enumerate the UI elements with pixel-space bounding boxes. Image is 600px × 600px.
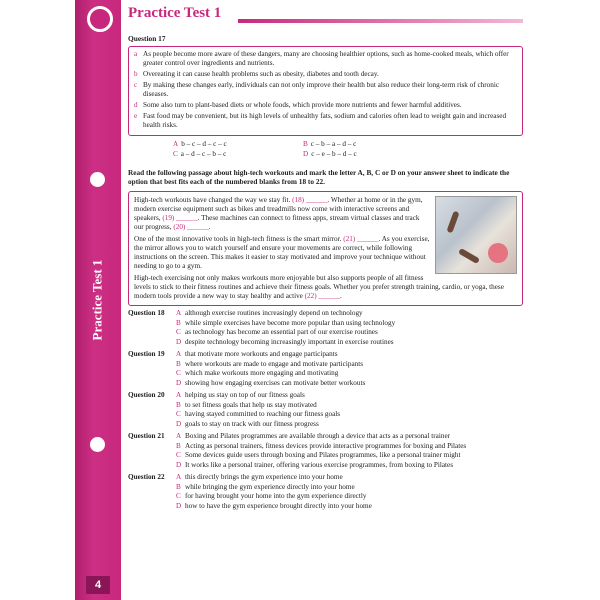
- page-content: [128, 34, 523, 511]
- q17-choice-B[interactable]: B c – b – a – d – c: [303, 140, 357, 148]
- question-22: [128, 473, 523, 511]
- question-label: Question 19: [128, 350, 165, 358]
- blank-19: (19) ______: [162, 214, 198, 222]
- answer-option-C[interactable]: C for having brought your home into the gym experience directly: [176, 492, 367, 500]
- answer-option-D[interactable]: D goals to stay on track with our fitness progress: [176, 419, 319, 428]
- question-17-heading: Question 17: [128, 34, 166, 43]
- header-circle-icon: [87, 6, 113, 32]
- question-17-box: [128, 46, 523, 136]
- blank-22: (22) ______: [304, 292, 340, 300]
- passage-instruction: Read the following passage about high-tech workouts and mark the letter A, B, C or D on your answer sheet to indicate the option that best fits each of the numbered blanks from 18 to 22.: [128, 168, 510, 186]
- item-letter: b: [134, 70, 138, 78]
- item-text: Overeating it can cause health problems such as obesity, diabetes and tooth decay.: [143, 70, 379, 78]
- answer-option-D[interactable]: D how to have the gym experience brought directly into your home: [176, 501, 372, 510]
- q17-item-e: [134, 112, 517, 130]
- answer-option-C[interactable]: C as technology has become an essential part of our exercise routines: [176, 328, 378, 336]
- answer-option-B[interactable]: B Acting as personal trainers, fitness devices provide interactive programmes for boxing and Pilates: [176, 441, 467, 450]
- passage-paragraph: One of the most innovative tools in high-tech fitness is the smart mirror. (21) ______. As you exercise, the mirror allows you to watch yourself and ensure your movements are correct, while following instructions on the screen. This makes it easier to stay motivated and improve your technique without needing to go to a gym.: [134, 235, 430, 270]
- q17-choice-D[interactable]: D c – e – b – d – c: [303, 150, 357, 158]
- answer-option-B[interactable]: B where workouts are made to engage and motivate participants: [176, 359, 364, 368]
- question-label: Question 18: [128, 309, 165, 317]
- answer-option-D[interactable]: D It works like a personal trainer, offering various exercise programmes, from boxing to Pilates: [176, 460, 454, 469]
- answer-option-A[interactable]: A that motivate more workouts and engage participants: [176, 350, 338, 358]
- workout-photo: [435, 196, 517, 274]
- binder-hole-icon: [90, 437, 105, 452]
- sidebar-section-label: Practice Test 1: [89, 259, 104, 341]
- answer-option-A[interactable]: A helping us stay on top of our fitness goals: [176, 391, 305, 399]
- answer-option-D[interactable]: D showing how engaging exercises can motivate better workouts: [176, 378, 366, 387]
- answer-option-C[interactable]: C Some devices guide users through boxing and Pilates programmes, like a personal trainer might: [176, 451, 461, 459]
- item-text: Some also turn to plant-based diets or whole foods, which provide more nutrients and fewer harmful additives.: [143, 101, 462, 109]
- answer-option-B[interactable]: B while bringing the gym experience directly into your home: [176, 482, 355, 491]
- answer-option-A[interactable]: A Boxing and Pilates programmes are available through a device that acts as a personal trainer: [176, 432, 451, 440]
- question-17-choices: [173, 140, 433, 160]
- question-21: [128, 432, 523, 470]
- question-20: [128, 391, 523, 429]
- question-label: Question 22: [128, 473, 165, 481]
- answer-option-D[interactable]: D despite technology becoming increasingly important in exercise routines: [176, 337, 394, 346]
- q17-item-b: [134, 70, 517, 79]
- answer-option-C[interactable]: C having stayed committed to reaching our fitness goals: [176, 410, 341, 418]
- answer-option-B[interactable]: B to set fitness goals that help us stay motivated: [176, 400, 317, 409]
- blank-18: (18) ______: [292, 196, 328, 204]
- item-letter: d: [134, 101, 138, 109]
- passage-box: [128, 191, 523, 306]
- question-list: [128, 309, 523, 511]
- answer-option-A[interactable]: A although exercise routines increasingly depend on technology: [176, 309, 363, 317]
- item-letter: a: [134, 50, 138, 58]
- answer-option-C[interactable]: C which make workouts more engaging and motivating: [176, 369, 339, 377]
- item-text: By making these changes early, individuals can not only improve their health but also reduce their long-term risk of chronic diseases.: [143, 81, 500, 98]
- q17-item-d: [134, 101, 517, 110]
- page-title: Practice Test 1: [128, 5, 222, 21]
- answer-option-B[interactable]: B while simple exercises have become more popular than using technology: [176, 318, 396, 327]
- question-18: [128, 309, 523, 347]
- title-rule: [238, 19, 523, 23]
- passage-paragraph: High-tech workouts have changed the way we stay fit. (18) ______. Whether at home or in the gym, modern exercise equipment such as bikes and treadmills now come with interactive screens and speakers, (19) ______. These machines can connect to fitness apps, stream virtual classes and track our progress, (20) ______.: [134, 196, 423, 231]
- question-19: [128, 350, 523, 388]
- passage-paragraph: High-tech exercising not only makes workouts more enjoyable but also supports people of all fitness levels to stick to their fitness routines and achieve their fitness goals. Whether you prefer strength training, cardio, or yoga, these modern tools provide a new way to stay healthy and active (22) ______.: [134, 274, 504, 300]
- binder-hole-icon: [90, 172, 105, 187]
- item-text: As people become more aware of these dangers, many are choosing healthier options, such as home-cooked meals, which offer greater control over ingredients and nutrients.: [143, 50, 509, 67]
- item-letter: e: [134, 112, 138, 120]
- question-label: Question 21: [128, 432, 165, 440]
- q17-item-c: [134, 81, 517, 99]
- page-number: 4: [86, 576, 110, 594]
- answer-option-A[interactable]: A this directly brings the gym experience into your home: [176, 473, 343, 481]
- blank-21: (21) ______: [343, 235, 379, 243]
- q17-item-a: [134, 50, 517, 68]
- page-header: [128, 4, 523, 26]
- q17-choice-C[interactable]: C a – d – c – b – c: [173, 150, 227, 158]
- item-letter: c: [134, 81, 138, 89]
- blank-20: (20) ______: [173, 223, 209, 231]
- q17-choice-A[interactable]: A b – c – d – c – c: [173, 140, 227, 148]
- item-text: Fast food may be convenient, but its high levels of unhealthy fats, sodium and calories often lead to weight gain and increased health risks.: [143, 112, 507, 129]
- question-label: Question 20: [128, 391, 165, 399]
